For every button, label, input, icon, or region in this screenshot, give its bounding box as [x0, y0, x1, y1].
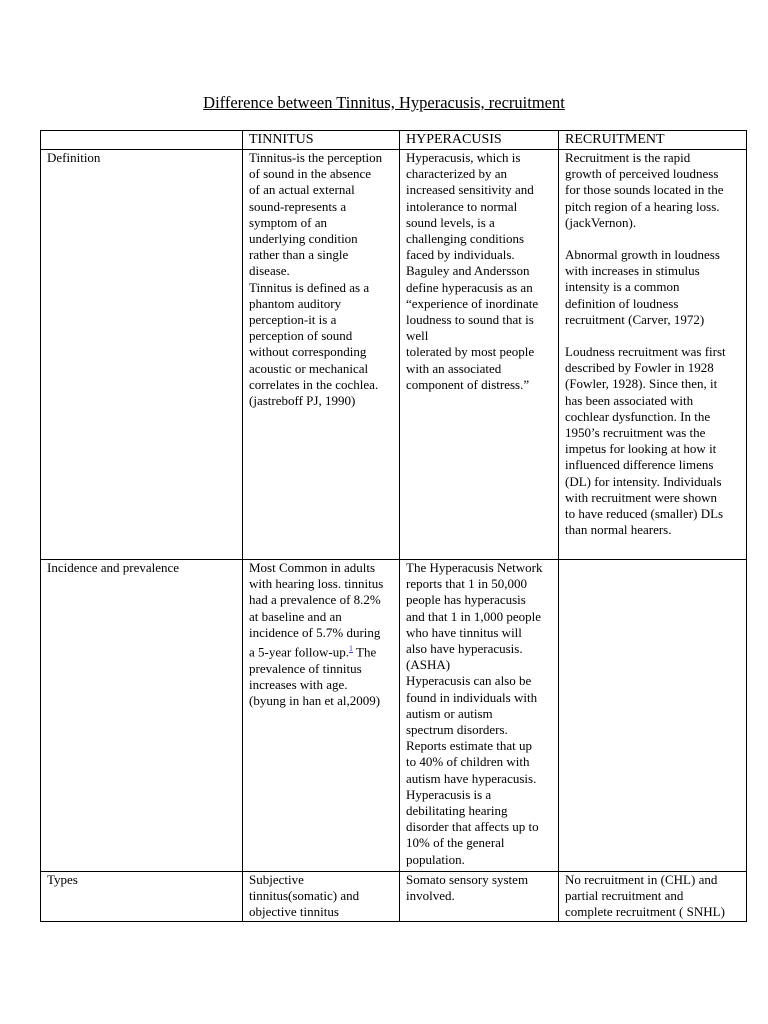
table-row-definition	[41, 150, 747, 560]
cell-incidence-hyperacusis	[400, 560, 559, 872]
cell-paragraph: Hyperacusis, which is characterized by an increased sensitivity and intolerance to normal sound levels, is a challenging conditions faced by individuals. Baguley and Andersson define hyperacusis as an “experience of inordinate loudness to sound that is well	[406, 150, 539, 344]
header-cell-empty	[41, 131, 243, 150]
row-label-text: Types	[47, 872, 78, 887]
cell-paragraph	[249, 560, 395, 709]
cell-text: Most Common in adults with hearing loss. tinnitus had a prevalence of 8.2% at baseline and an incidence of 5.7% during a 5-year follow-up.	[249, 560, 384, 660]
cell-paragraph: Subjective tinnitus(somatic) and objective tinnitus	[249, 872, 360, 920]
table-row-incidence	[41, 560, 747, 872]
cell-paragraph: Tinnitus is defined as a phantom auditory perception-it is a perception of sound without corresponding acoustic or mechanical correlates in the cochlea. (jastreboff PJ, 1990)	[249, 279, 379, 409]
cell-types-recruitment	[559, 872, 747, 922]
header-cell-tinnitus: TINNITUS	[243, 131, 400, 150]
header-cell-hyperacusis: HYPERACUSIS	[400, 131, 559, 150]
cell-paragraph: Somato sensory system involved.	[406, 872, 529, 904]
table-row-types	[41, 872, 747, 922]
cell-paragraph: Hyperacusis can also be found in individuals with autism or autism spectrum disorders. Reports estimate that up to 40% of children with autism have hyperacusis.	[406, 673, 538, 786]
cell-paragraph: Abnormal growth in loudness with increases in stimulus intensity is a common definition of loudness recruitment (Carver, 1972)	[565, 247, 720, 327]
row-label-text: Incidence and prevalence	[47, 560, 180, 575]
document-title: Difference between Tinnitus, Hyperacusis, recruitment	[203, 93, 565, 112]
cell-definition-recruitment	[559, 150, 747, 560]
header-cell-recruitment: RECRUITMENT	[559, 131, 747, 150]
cell-definition-hyperacusis	[400, 150, 559, 560]
row-label-text: Definition	[47, 150, 101, 165]
cell-types-tinnitus	[243, 872, 400, 922]
cell-paragraph: Loudness recruitment was first described by Fowler in 1928 (Fowler, 1928). Since then, it has been associated with cochlear dysfunction. In the 1950’s recruitment was the impetus for looking at how it influenced difference limens (DL) for intensity. Individuals with recruitment were shown to have reduced (smaller) DLs than normal hearers.	[565, 344, 726, 538]
cell-paragraph: The Hyperacusis Network reports that 1 in 50,000 people has hyperacusis and that 1 in 1,000 people who have tinnitus will also have hyperacusis. (ASHA)	[406, 560, 543, 673]
row-label-types	[41, 872, 243, 922]
cell-paragraph: Hyperacusis is a debilitating hearing disorder that affects up to 10% of the general population.	[406, 786, 539, 867]
row-label-definition	[41, 150, 243, 560]
cell-incidence-recruitment	[559, 560, 747, 872]
cell-paragraph: No recruitment in (CHL) and partial recruitment and complete recruitment ( SNHL)	[565, 872, 725, 920]
row-label-incidence	[41, 560, 243, 872]
cell-paragraph: Tinnitus-is the perception of sound in the absence of an actual external sound-represents a symptom of an underlying condition rather than a single disease.	[249, 150, 383, 279]
footnote-reference-link[interactable]: 1	[349, 644, 353, 654]
cell-text: The prevalence of tinnitus increases with age. (byung in han et al,2009)	[249, 644, 381, 708]
cell-types-hyperacusis	[400, 872, 559, 922]
cell-paragraph: tolerated by most people with an associated component of distress.”	[406, 344, 535, 392]
table-header-row	[41, 131, 747, 150]
cell-paragraph: Recruitment is the rapid growth of perceived loudness for those sounds located in the pitch region of a hearing loss. (jackVernon).	[565, 150, 724, 230]
cell-definition-tinnitus	[243, 150, 400, 560]
cell-incidence-tinnitus	[243, 560, 400, 872]
comparison-table	[40, 130, 747, 922]
